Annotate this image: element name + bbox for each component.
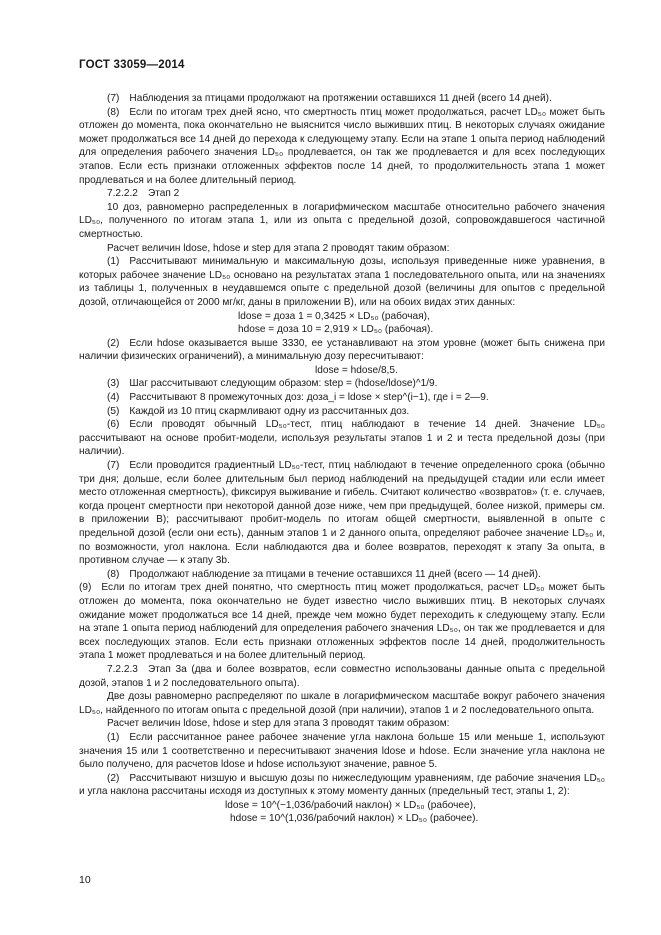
formula: hdose = доза 10 = 2,919 × LD₅₀ (рабочая).	[238, 324, 434, 336]
paragraph: (7) Если проводится градиентный LD₅₀-тест, птиц наблюдают в течение определенного срока (обычно три дня; дольше, если более длительным был период наблюдений на предыдущей стадии или если имеет место отложенная смертность), фиксируя выживание и гибель. Считают количество «возвратов» (т. е. случаев, когда процент смертности при некоторой данной дозе ниже, чем при предыдущей, более низкой, примеры см. в приложении В); рассчитывают пробит-модель по итогам общей смертности, выявленной в опыте с предельной дозой (если они есть), данным этапов 1 и 2 данного опыта, определяют рабочее значение LD₅₀ и, по возможности, угол наклона. Если наблюдаются два и более возвратов, переходят к этапу 3а опыта, в противном случае — к этапу 3b.	[79, 460, 605, 567]
paragraph: (8) Если по итогам трех дней ясно, что смертность птиц может продолжаться, расчет LD₅₀ может быть отложен до момента, пока окончательно не выяснится число выживших птиц. В некоторых случаях ожидание может продолжаться все 14 дней до перехода к следующему этапу. Если на этапе 1 опыта период наблюдений для определения рабочего значения LD₅₀ продлевается, он так же продлевается и для всех последующих этапов. Если есть признаки отложенных эффектов после 14 дней, то продолжительность этапа 1 может продлеваться и на более длительный период.	[79, 106, 605, 186]
paragraph: Две дозы равномерно распределяют по шкале в логарифмическом масштабе вокруг рабочего значения LD₅₀, найденного по итогам опыта с предельной дозой (при наличии), этапов 1 и 2 последовательного опыта.	[79, 691, 605, 716]
paragraph: Расчет величин ldose, hdose и step для этапа 2 проводят таким образом:	[107, 242, 450, 254]
paragraph: (4) Рассчитывают 8 промежуточных доз: доза_i = ldose × step^(i−1), где i = 2—9.	[107, 392, 489, 404]
section-heading: 7.2.2.3 Этап 3а (два и более возвратов, если совместно использованы данные опыта с предельной дозой, этапов 1 и 2 последовательного опыта).	[79, 663, 605, 689]
document-body	[79, 92, 605, 826]
formula: ldose = доза 1 = 0,3425 × LD₅₀ (рабочая),	[238, 310, 430, 322]
paragraph: (7) Наблюдения за птицами продолжают на протяжении оставшихся 11 дней (всего 14 дней).	[107, 93, 552, 104]
paragraph: (6) Если проводят обычный LD₅₀-тест, птиц наблюдают в течение 14 дней. Значение LD₅₀ рассчитывают на основе пробит-модели, используя результаты этапов 1 и 2 и теста предельной дозы (при наличии).	[79, 419, 605, 458]
paragraph: (8) Продолжают наблюдение за птицами в течение оставшихся 11 дней (всего — 14 дней).	[107, 568, 541, 580]
paragraph: (1) Если рассчитанное ранее рабочее значение угла наклона больше 15 или меньше 1, используют значения 15 или 1 соответственно и пересчитывают значения ldose и hdose. Если значение угла наклона не было получено, для расчетов ldose и hdose используют значение, равное 5.	[79, 731, 605, 771]
formula: ldose = hdose/8,5.	[315, 364, 398, 376]
document-header: ГОСТ 33059—2014	[79, 59, 185, 71]
formula: ldose = 10^(−1,036/рабочий наклон) × LD₅₀ (рабочее),	[225, 799, 476, 811]
paragraph: Расчет величин ldose, hdose и step для этапа 3 проводят таким образом:	[107, 718, 450, 730]
formula: hdose = 10^(1,036/рабочий наклон) × LD₅₀ (рабочее).	[230, 813, 479, 825]
paragraph: 10 доз, равномерно распределенных в логарифмическом масштабе относительно рабочего значения LD₅₀, полученного по итогам этапа 1, или из опыта с предельной дозой, сопровождавшегося частичной смертностью.	[79, 201, 605, 240]
section-heading: 7.2.2.2 Этап 2	[107, 188, 180, 200]
paragraph: (3) Шаг рассчитывают следующим образом: step = (hdose/ldose)^1/9.	[107, 378, 438, 390]
paragraph: (9) Если по итогам трех дней понятно, что смертность птиц может продолжаться, расчет LD₅₀ может быть отложен до момента, пока окончательно не будет известно число выживших птиц. В некоторых случаях ожидание может продолжаться все 14 дней, прежде чем можно будет переходить к следующему этапу. Если на этапе 1 опыта период наблюдений для определения рабочего значения LD₅₀, он так же продлевается и для всех последующих этапов. Если есть признаки отложенных эффектов после 14 дней, продолжительность этапа 1 может продлеваться и на более длительный период.	[79, 582, 605, 662]
paragraph: (5) Каждой из 10 птиц скармливают одну из рассчитанных доз.	[107, 405, 410, 417]
paragraph: (1) Рассчитывают минимальную и максимальную дозы, используя приведенные ниже уравнения, в которых рабочее значение LD₅₀ основано на результатах этапа 1 последовательного опыта, или на значениях из таблицы 1, полученных в неудавшемся опыте с предельной дозой (величины для опытов с предельной дозой, отличающейся от 2000 мг/кг, даны в приложении В), или на обоих видах этих данных:	[79, 256, 605, 308]
paragraph: (2) Рассчитывают низшую и высшую дозы по нижеследующим уравнениям, где рабочие значения LD₅₀ и угла наклона рассчитаны исходя из доступных к этому моменту данных (предельный тест, этапы 1, 2):	[79, 772, 605, 798]
page-number: 10	[79, 874, 91, 886]
paragraph: (2) Если hdose оказывается выше 3330, ее устанавливают на этом уровне (может быть снижена при наличии физических ограничений), а минимальную дозу пересчитывают:	[79, 337, 605, 363]
